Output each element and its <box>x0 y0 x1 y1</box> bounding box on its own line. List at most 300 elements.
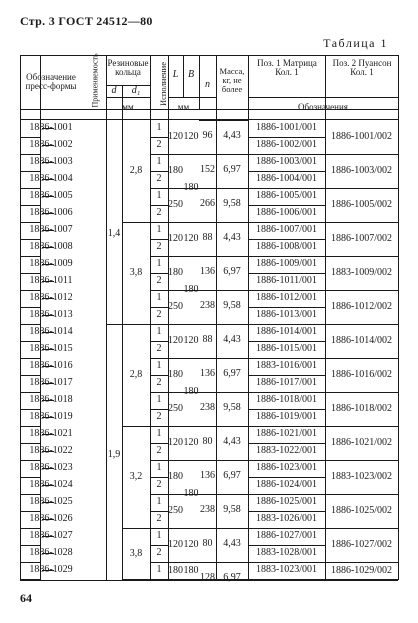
row-version: 2 <box>156 479 162 490</box>
rule-h <box>248 528 325 529</box>
dim-L: 120 <box>168 437 183 448</box>
page-header: Стр. 3 ГОСТ 24512—80 <box>20 14 153 28</box>
rule-h <box>20 580 398 581</box>
ring-d: 1,9 <box>107 449 121 460</box>
row-designation: 1886-1016 <box>29 360 73 371</box>
dim-B: 180 <box>183 564 199 576</box>
col-B-header: B <box>187 69 195 80</box>
dim-B: 180 <box>183 284 199 295</box>
rule-h <box>248 460 325 461</box>
rule-v <box>106 55 107 580</box>
row-n: 128 <box>200 572 215 583</box>
rule-h <box>42 196 54 197</box>
rule-h <box>199 256 248 257</box>
rule-h <box>42 485 54 486</box>
rule-h <box>20 511 40 512</box>
rule-h <box>20 109 398 110</box>
row-version: 2 <box>156 377 162 388</box>
rule-h <box>106 324 122 325</box>
rule-h <box>325 256 398 257</box>
row-designation: 1886-1025 <box>29 496 73 507</box>
row-pos1: 1886-1018/001 <box>255 394 318 405</box>
row-n: 88 <box>202 334 213 345</box>
row-mass: 6,97 <box>223 368 241 379</box>
row-version: 2 <box>156 343 162 354</box>
rule-h <box>42 315 54 316</box>
row-pos1: 1886-1002/001 <box>255 139 318 150</box>
dim-B: 180 <box>183 182 199 193</box>
col-pos2-header: Поз. 2 Пуансон Кол. 1 <box>332 58 392 77</box>
row-version: 2 <box>156 207 162 218</box>
row-mass: 4,43 <box>223 334 241 345</box>
row-mass: 6,97 <box>223 266 241 277</box>
row-pos1: 1886-1005/001 <box>255 190 318 201</box>
row-version: 2 <box>156 309 162 320</box>
rule-h <box>20 358 40 359</box>
col-mass-header: Масса, кг, не более <box>219 66 245 94</box>
rule-h <box>248 273 325 274</box>
rule-h <box>42 349 54 350</box>
dim-L: 250 <box>168 199 183 210</box>
dim-L: 120 <box>168 233 183 244</box>
rule-h <box>150 443 168 444</box>
row-pos2: 1886-1021/002 <box>330 437 393 448</box>
row-designation: 1886-1002 <box>29 139 73 150</box>
ring-d1: 2,8 <box>129 369 143 380</box>
rule-h <box>42 162 54 163</box>
row-pos1: 1883-1026/001 <box>255 513 318 524</box>
rule-h <box>20 545 40 546</box>
col-oboz-header: Обозначения <box>298 102 348 112</box>
rule-h <box>42 366 54 367</box>
rule-v <box>199 55 200 109</box>
rule-h <box>42 179 54 180</box>
rule-h <box>20 154 40 155</box>
row-mass: 9,58 <box>223 198 241 209</box>
rule-h <box>199 358 248 359</box>
rule-h <box>199 460 248 461</box>
dim-L: 180 <box>168 564 183 576</box>
row-pos1: 1886-1008/001 <box>255 241 318 252</box>
row-designation: 1886-1009 <box>29 258 73 269</box>
rule-h <box>42 502 54 503</box>
dim-L: 250 <box>168 403 183 414</box>
row-n: 238 <box>200 504 215 515</box>
rule-h <box>42 383 54 384</box>
rule-h <box>168 256 199 257</box>
row-version: 1 <box>156 530 162 541</box>
row-pos1: 1886-1025/001 <box>255 496 318 507</box>
col-n-header: n <box>205 79 210 90</box>
row-designation: 1886-1008 <box>29 241 73 252</box>
rule-h <box>42 468 54 469</box>
row-designation: 1886-1015 <box>29 343 73 354</box>
dim-B: 120 <box>183 131 199 142</box>
rule-h <box>20 341 40 342</box>
rule-h <box>248 154 325 155</box>
row-version: 2 <box>156 139 162 150</box>
rule-h <box>20 494 40 495</box>
rule-h <box>20 55 398 56</box>
rule-h <box>150 358 168 359</box>
row-version: 1 <box>156 190 162 201</box>
row-designation: 1886-1029 <box>29 564 73 575</box>
rule-h <box>20 239 40 240</box>
rule-h <box>325 290 398 291</box>
rule-h <box>150 562 168 563</box>
dim-L: 180 <box>168 471 183 482</box>
row-pos1: 1886-1019/001 <box>255 411 318 422</box>
rule-h <box>325 528 398 529</box>
row-designation: 1886-1014 <box>29 326 73 337</box>
row-designation: 1886-1023 <box>29 462 73 473</box>
row-pos2: 1886-1018/002 <box>330 403 393 414</box>
row-mass: 4,43 <box>223 232 241 243</box>
row-designation: 1886-1018 <box>29 394 73 405</box>
dim-L: 250 <box>168 301 183 312</box>
row-pos2: 1883-1009/002 <box>330 267 393 278</box>
rule-h <box>150 341 168 342</box>
row-pos1: 1886-1003/001 <box>255 156 318 167</box>
rule-h <box>325 358 398 359</box>
col-usage-header: Применяемость <box>90 53 100 108</box>
rule-h <box>42 451 54 452</box>
ring-d1: 3,2 <box>129 471 143 482</box>
col-version-header: Исполнение <box>158 61 168 107</box>
rule-h <box>168 562 199 563</box>
rule-h <box>248 239 325 240</box>
rule-h <box>20 392 40 393</box>
row-n: 136 <box>200 470 215 481</box>
rule-h <box>42 417 54 418</box>
dim-L: 180 <box>168 267 183 278</box>
rule-h <box>150 171 168 172</box>
rule-h <box>20 324 40 325</box>
ring-d1: 2,8 <box>129 165 143 176</box>
rule-h <box>42 213 54 214</box>
row-pos2: 1886-1012/002 <box>330 301 393 312</box>
row-pos2: 1886-1014/002 <box>330 335 393 346</box>
row-mass: 6,97 <box>223 164 241 175</box>
rule-h <box>20 307 40 308</box>
row-mass: 4,43 <box>223 436 241 447</box>
rule-h <box>42 264 54 265</box>
rule-h <box>150 137 168 138</box>
rule-h <box>199 528 248 529</box>
ring-d: 1,4 <box>107 228 121 239</box>
rule-h <box>199 562 248 563</box>
row-designation: 1886-1019 <box>29 411 73 422</box>
row-n: 238 <box>200 402 215 413</box>
row-pos1: 1886-1024/001 <box>255 479 318 490</box>
rule-h <box>150 426 168 427</box>
page-number: 64 <box>20 591 32 605</box>
col-mm2-header: мм <box>177 102 190 112</box>
rule-h <box>150 290 168 291</box>
row-version: 1 <box>156 258 162 269</box>
rule-h <box>20 375 40 376</box>
dim-L: 180 <box>168 165 183 176</box>
ring-d1: 3,8 <box>129 547 143 559</box>
row-pos1: 1886-1014/001 <box>255 326 318 337</box>
table-title: Таблица 1 <box>323 36 388 50</box>
rule-h <box>150 460 168 461</box>
row-version: 2 <box>156 411 162 422</box>
rule-h <box>168 426 199 427</box>
row-designation: 1886-1001 <box>29 122 73 133</box>
row-n: 152 <box>200 164 215 175</box>
rule-h <box>20 477 40 478</box>
rule-h <box>20 460 40 461</box>
row-designation: 1886-1003 <box>29 156 73 167</box>
rule-h <box>42 247 54 248</box>
rule-h <box>168 528 199 529</box>
row-pos2: 1886-1007/002 <box>330 233 393 244</box>
dim-B: 120 <box>183 233 199 244</box>
rule-h <box>248 511 325 512</box>
row-pos1: 1883-1028/001 <box>255 547 318 558</box>
row-version: 1 <box>156 326 162 337</box>
row-pos1: 1883-1022/001 <box>255 445 318 456</box>
col-d-header: d <box>111 85 117 96</box>
rule-h <box>248 188 325 189</box>
row-version: 2 <box>156 241 162 252</box>
dim-L: 180 <box>168 369 183 380</box>
rule-h <box>168 154 199 155</box>
rule-h <box>20 562 40 563</box>
row-version: 1 <box>156 122 162 133</box>
row-mass: 4,43 <box>223 538 241 549</box>
rule-h <box>248 205 325 206</box>
row-n: 136 <box>200 266 215 277</box>
row-n: 80 <box>202 436 213 447</box>
row-version: 1 <box>156 292 162 303</box>
rule-h <box>150 256 168 257</box>
rule-h <box>248 545 325 546</box>
col-mm-header: мм <box>122 102 134 112</box>
rule-h <box>42 570 54 571</box>
row-pos1: 1883-1023/001 <box>255 564 318 575</box>
rule-h <box>42 519 54 520</box>
row-designation: 1886-1028 <box>29 547 73 558</box>
rule-h <box>42 281 54 282</box>
rule-h <box>199 392 248 393</box>
dim-B: 120 <box>183 539 199 550</box>
rule-h <box>248 392 325 393</box>
rule-h <box>168 324 199 325</box>
rule-h <box>42 434 54 435</box>
col-designation-header: Обозначение пресс-формы <box>25 72 77 91</box>
rule-h <box>150 511 168 512</box>
row-designation: 1886-1022 <box>29 445 73 456</box>
row-pos2: 1883-1023/002 <box>330 471 393 482</box>
rule-h <box>42 332 54 333</box>
rule-h <box>199 426 248 427</box>
row-designation: 1886-1007 <box>29 224 73 235</box>
row-pos1: 1886-1021/001 <box>255 428 318 439</box>
row-n: 238 <box>200 300 215 311</box>
rule-h <box>20 290 40 291</box>
row-version: 1 <box>156 156 162 167</box>
rule-h <box>248 97 398 98</box>
rule-h <box>248 290 325 291</box>
rule-h <box>20 205 40 206</box>
rule-h <box>20 426 40 427</box>
rule-h <box>248 137 325 138</box>
col-pos1-header: Поз. 1 Матрица Кол. 1 <box>257 58 317 77</box>
rule-h <box>248 324 325 325</box>
row-pos1: 1886-1017/001 <box>255 377 318 388</box>
row-version: 1 <box>156 462 162 473</box>
col-L-header: L <box>172 69 179 80</box>
rule-h <box>248 443 325 444</box>
rule-h <box>20 188 40 189</box>
rule-h <box>106 85 150 86</box>
row-mass: 9,58 <box>223 300 241 311</box>
row-designation: 1886-1004 <box>29 173 73 184</box>
row-designation: 1886-1026 <box>29 513 73 524</box>
rule-h <box>199 154 248 155</box>
dim-B: 120 <box>183 437 199 448</box>
rule-h <box>20 528 40 529</box>
rule-h <box>168 222 199 223</box>
row-pos1: 1886-1013/001 <box>255 309 318 320</box>
row-n: 88 <box>202 232 213 243</box>
rule-h <box>248 222 325 223</box>
rule-h <box>150 222 168 223</box>
row-n: 266 <box>200 198 215 209</box>
data-table <box>20 53 398 583</box>
rule-h <box>325 426 398 427</box>
row-designation: 1886-1011 <box>29 275 73 286</box>
rule-h <box>168 460 199 461</box>
rule-h <box>150 477 168 478</box>
rule-h <box>150 154 168 155</box>
rule-h <box>325 562 398 563</box>
dim-L: 250 <box>168 505 183 516</box>
row-version: 2 <box>156 275 162 286</box>
rule-h <box>248 494 325 495</box>
col-rings-header: Резиновые кольца <box>107 58 149 77</box>
rule-h <box>325 392 398 393</box>
rule-h <box>199 290 248 291</box>
rule-h <box>122 222 150 223</box>
rule-h <box>42 536 54 537</box>
rule-h <box>122 426 150 427</box>
row-pos2: 1886-1025/002 <box>330 505 393 516</box>
row-version: 1 <box>156 564 162 575</box>
rule-h <box>248 562 325 563</box>
row-designation: 1886-1024 <box>29 479 73 490</box>
rule-h <box>199 188 248 189</box>
dim-L: 120 <box>168 335 183 346</box>
rule-h <box>150 324 168 325</box>
rule-h <box>20 256 40 257</box>
rule-h <box>248 307 325 308</box>
rule-h <box>248 256 325 257</box>
dim-B: 180 <box>183 386 199 397</box>
row-pos2: 1886-1001/002 <box>330 131 393 142</box>
row-pos1: 1886-1007/001 <box>255 224 318 235</box>
dim-L: 120 <box>168 131 183 142</box>
row-version: 1 <box>156 428 162 439</box>
row-version: 1 <box>156 496 162 507</box>
row-pos2: 1886-1005/002 <box>330 199 393 210</box>
rule-v <box>398 55 399 580</box>
row-pos2: 1886-1016/002 <box>330 369 393 380</box>
row-pos1: 1886-1009/001 <box>255 258 318 269</box>
rule-h <box>325 324 398 325</box>
ring-d1: 3,8 <box>129 267 143 278</box>
row-pos1: 1886-1015/001 <box>255 343 318 354</box>
rule-h <box>42 145 54 146</box>
rule-h <box>168 358 199 359</box>
rule-h <box>248 477 325 478</box>
rule-h <box>150 392 168 393</box>
rule-h <box>248 409 325 410</box>
rule-h <box>168 97 216 98</box>
rule-h <box>42 298 54 299</box>
rule-h <box>248 358 325 359</box>
row-version: 2 <box>156 513 162 524</box>
row-version: 2 <box>156 547 162 558</box>
rule-h <box>150 494 168 495</box>
row-pos1: 1886-1023/001 <box>255 462 318 473</box>
rule-h <box>20 273 40 274</box>
rule-h <box>325 154 398 155</box>
rule-h <box>20 222 40 223</box>
rule-h <box>325 460 398 461</box>
rule-h <box>106 97 150 98</box>
rule-v <box>183 55 184 97</box>
row-n: 96 <box>202 130 213 141</box>
col-d1-header: d₁ <box>131 85 141 96</box>
rule-h <box>150 375 168 376</box>
row-n: 80 <box>202 538 213 549</box>
rule-h <box>199 494 248 495</box>
rule-h <box>20 443 40 444</box>
rule-h <box>42 230 54 231</box>
row-designation: 1886-1021 <box>29 428 73 439</box>
row-mass: 9,58 <box>223 504 241 515</box>
row-version: 1 <box>156 224 162 235</box>
row-version: 2 <box>156 445 162 456</box>
rule-h <box>199 324 248 325</box>
rule-h <box>20 409 40 410</box>
rule-h <box>248 426 325 427</box>
rule-h <box>150 409 168 410</box>
rule-h <box>248 341 325 342</box>
row-pos1: 1886-1012/001 <box>255 292 318 303</box>
rule-h <box>248 171 325 172</box>
rule-h <box>122 324 150 325</box>
row-designation: 1886-1013 <box>29 309 73 320</box>
row-mass: 6,97 <box>223 572 241 583</box>
rule-h <box>122 528 150 529</box>
dim-L: 120 <box>168 539 183 550</box>
rule-h <box>150 239 168 240</box>
rule-h <box>42 128 54 129</box>
row-pos1: 1886-1006/001 <box>255 207 318 218</box>
rule-h <box>325 494 398 495</box>
rule-v <box>122 85 123 580</box>
rule-h <box>199 120 248 121</box>
row-version: 1 <box>156 360 162 371</box>
row-pos1: 1886-1027/001 <box>255 530 318 541</box>
row-pos2: 1886-1029/002 <box>330 564 393 576</box>
row-pos1: 1886-1001/001 <box>255 122 318 133</box>
rule-h <box>199 222 248 223</box>
